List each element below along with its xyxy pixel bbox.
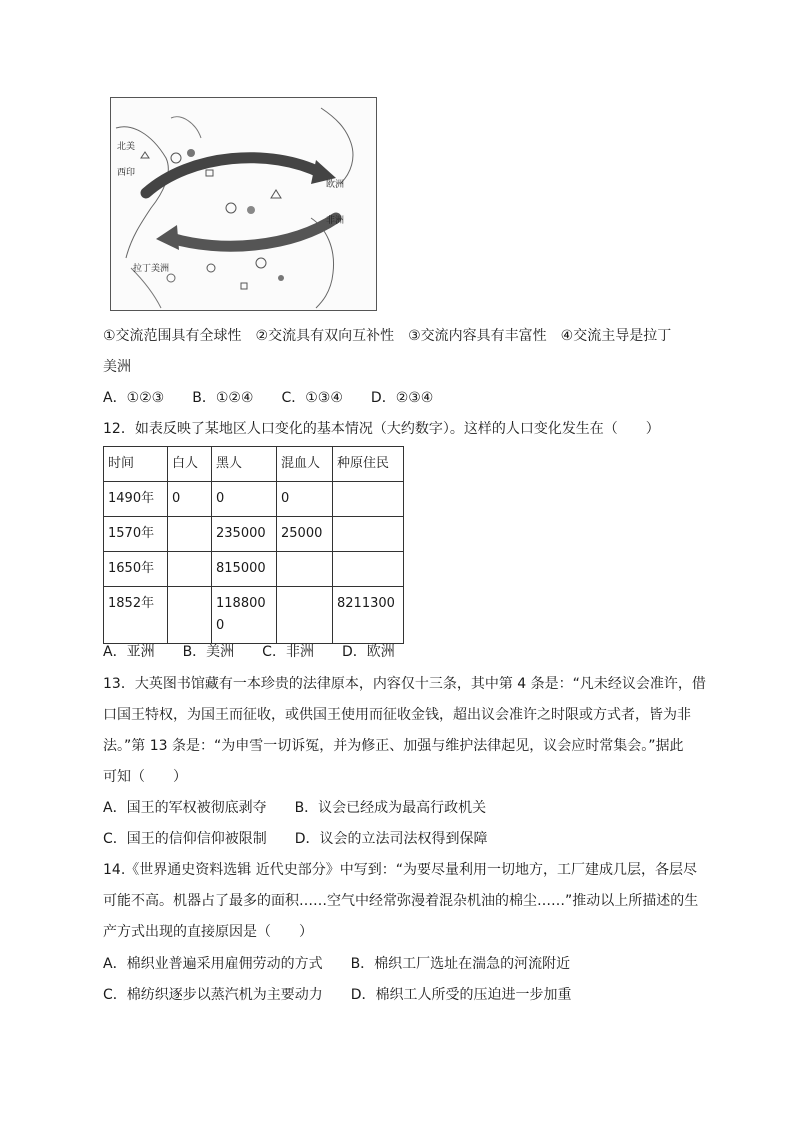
q13-line3: 法。”第 13 条是：“为申雪一切诉冤，并为修正、加强与维护法律起见，议会应时常集会。”据此 bbox=[103, 738, 684, 754]
table-cell bbox=[168, 552, 212, 587]
q12-stem: 12．如表反映了某地区人口变化的基本情况（大约数字）。这样的人口变化发生在（ ） bbox=[103, 421, 660, 437]
table-cell bbox=[277, 587, 333, 644]
table-cell bbox=[333, 482, 404, 517]
q14-line3: 产方式出现的直接原因是（ ） bbox=[103, 924, 313, 940]
label-europe: 欧洲 bbox=[326, 180, 345, 190]
q13-options-cd: C．国王的信仰信仰被限制 D．议会的立法司法权得到保障 bbox=[103, 831, 488, 847]
q13-line1: 13．大英图书馆藏有一本珍贵的法律原本，内容仅十三条，其中第 4 条是：“凡未经议会准许，借 bbox=[103, 676, 706, 692]
q12-options: A．亚洲 B．美洲 C．非洲 D．欧洲 bbox=[103, 644, 395, 660]
table-row bbox=[104, 517, 404, 552]
table-cell-text: 1188000 bbox=[216, 596, 266, 633]
table-cell: 0 bbox=[277, 482, 333, 517]
q14-options-cd: C．棉纺织逐步以蒸汽机为主要动力 D．棉织工人所受的压迫进一步加重 bbox=[103, 987, 572, 1003]
table-cell bbox=[168, 517, 212, 552]
table-header-cell: 黑人 bbox=[212, 447, 277, 482]
q13-line4: 可知（ ） bbox=[103, 769, 187, 785]
table-cell bbox=[277, 552, 333, 587]
label-latin-america: 拉丁美洲 bbox=[133, 264, 170, 274]
table-cell bbox=[333, 552, 404, 587]
table-cell: 815000 bbox=[212, 552, 277, 587]
q11-statements-line2: 美洲 bbox=[103, 359, 131, 375]
label-north-america: 北美 bbox=[117, 142, 136, 152]
q14-options-ab: A．棉织业普遍采用雇佣劳动的方式 B．棉织工厂选址在湍急的河流附近 bbox=[103, 956, 571, 972]
table-cell: 8211300 bbox=[333, 587, 404, 644]
table-cell bbox=[333, 517, 404, 552]
table-row bbox=[104, 587, 404, 644]
table-header-row bbox=[104, 447, 404, 482]
table-header-cell: 混血人 bbox=[277, 447, 333, 482]
table-cell: 1490年 bbox=[104, 482, 168, 517]
q11-statements-line1: ①交流范围具有全球性 ②交流具有双向互补性 ③交流内容具有丰富性 ④交流主导是拉丁 bbox=[103, 328, 672, 344]
label-africa: 非洲 bbox=[326, 216, 345, 226]
columbian-exchange-map bbox=[110, 97, 377, 311]
table-row bbox=[104, 482, 404, 517]
q14-line1: 14.《世界通史资料选辑 近代史部分》中写到：“为要尽量利用一切地方，工厂建成几层，各层尽 bbox=[103, 862, 697, 878]
table-cell: 1570年 bbox=[104, 517, 168, 552]
table-cell: 0 bbox=[212, 482, 277, 517]
table-row bbox=[104, 552, 404, 587]
q13-options-ab: A．国王的军权被彻底剥夺 B．议会已经成为最高行政机关 bbox=[103, 800, 487, 816]
map-drawing bbox=[111, 98, 376, 310]
table-header-cell: 时间 bbox=[104, 447, 168, 482]
table-cell: 1650年 bbox=[104, 552, 168, 587]
q14-line2: 可能不高。机器占了最多的面积……空气中经常弥漫着混杂机油的棉尘……”推动以上所描述的生 bbox=[103, 893, 699, 909]
table-cell: 25000 bbox=[277, 517, 333, 552]
population-table bbox=[103, 446, 404, 644]
table-cell: 1852年 bbox=[104, 587, 168, 644]
table-cell bbox=[168, 587, 212, 644]
table-cell: 0 bbox=[168, 482, 212, 517]
q13-line2: 口国王特权，为国王而征收，或供国王使用而征收金钱，超出议会准许之时限或方式者，皆为非 bbox=[103, 707, 691, 723]
table-cell bbox=[212, 587, 277, 644]
table-header-cell: 白人 bbox=[168, 447, 212, 482]
q11-options: A．①②③ B．①②④ C．①③④ D．②③④ bbox=[103, 390, 434, 406]
table-cell: 235000 bbox=[212, 517, 277, 552]
label-west-indies: 西印 bbox=[117, 168, 136, 178]
table-header-cell: 种原住民 bbox=[333, 447, 404, 482]
